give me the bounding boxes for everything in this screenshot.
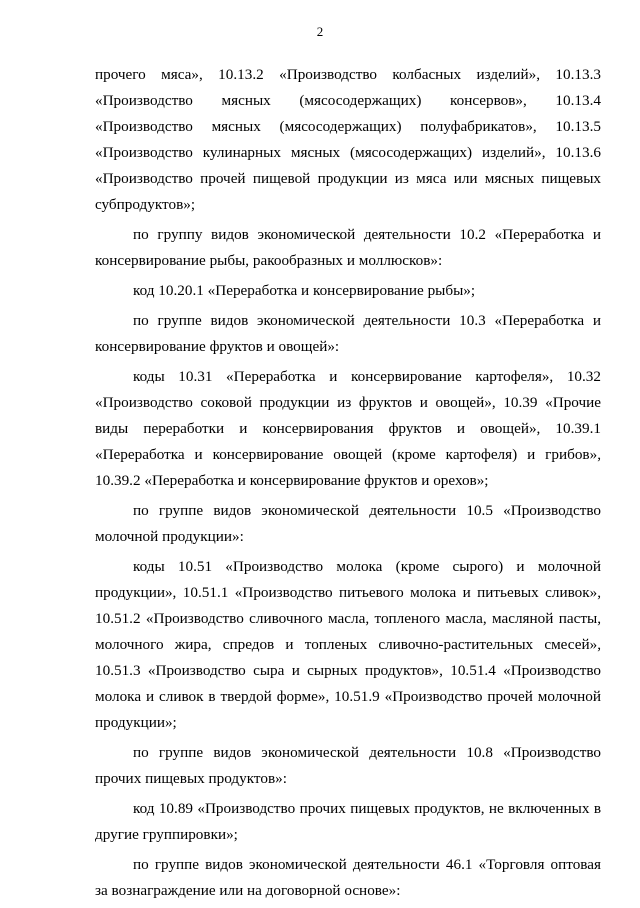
paragraph-group-46-1: по группе видов экономической деятельности 46.1 «Торговля оптовая за вознаграждение или на договорной основе»:: [95, 856, 601, 899]
paragraph-group-10-3: по группе видов экономической деятельности 10.3 «Переработка и консервирование фруктов и овощей»:: [95, 312, 601, 355]
paragraph-codes-10-31: коды 10.31 «Переработка и консервирование картофеля», 10.32 «Производство соковой продукции из фруктов и овощей», 10.39 «Прочие виды переработки и консервирования фруктов и овощей», 10.39.1 «Переработка и консервирование овощей (кроме картофеля) и грибов», 10.39.2 «Переработка и консервирование фруктов и орехов»;: [95, 368, 601, 489]
paragraph-group-10-8: по группе видов экономической деятельности 10.8 «Производство прочих пищевых продуктов»:: [95, 744, 601, 787]
paragraph-code-10-20-1: код 10.20.1 «Переработка и консервирование рыбы»;: [133, 282, 476, 299]
document-body: [95, 62, 601, 908]
paragraph-code-10-89: код 10.89 «Производство прочих пищевых продуктов, не включенных в другие группировки»;: [95, 800, 601, 843]
paragraph-codes-10-51: коды 10.51 «Производство молока (кроме сырого) и молочной продукции», 10.51.1 «Производство питьевого молока и питьевых сливок», 10.51.2 «Производство сливочного масла, топленого масла, масляной пасты, молочного жира, спредов и топленых сливочно-растительных смесей», 10.51.3 «Производство сыра и сырных продуктов», 10.51.4 «Производство молока и сливок в твердой форме», 10.51.9 «Производство прочей молочной продукции»;: [95, 558, 601, 731]
paragraph-meat-products-continued: прочего мяса», 10.13.2 «Производство колбасных изделий», 10.13.3 «Производство мясных (мясосодержащих) консервов», 10.13.4 «Производство мясных (мясосодержащих) полуфабрикатов», 10.13.5 «Производство кулинарных мясных (мясосодержащих) изделий», 10.13.6 «Производство прочей пищевой продукции из мяса или мясных пищевых субпродуктов»;: [95, 66, 601, 213]
paragraph-group-10-2: по группу видов экономической деятельности 10.2 «Переработка и консервирование рыбы, ракообразных и моллюсков»:: [95, 226, 601, 269]
page-number: 2: [316, 24, 324, 39]
paragraph-group-10-5: по группе видов экономической деятельности 10.5 «Производство молочной продукции»:: [95, 502, 601, 545]
